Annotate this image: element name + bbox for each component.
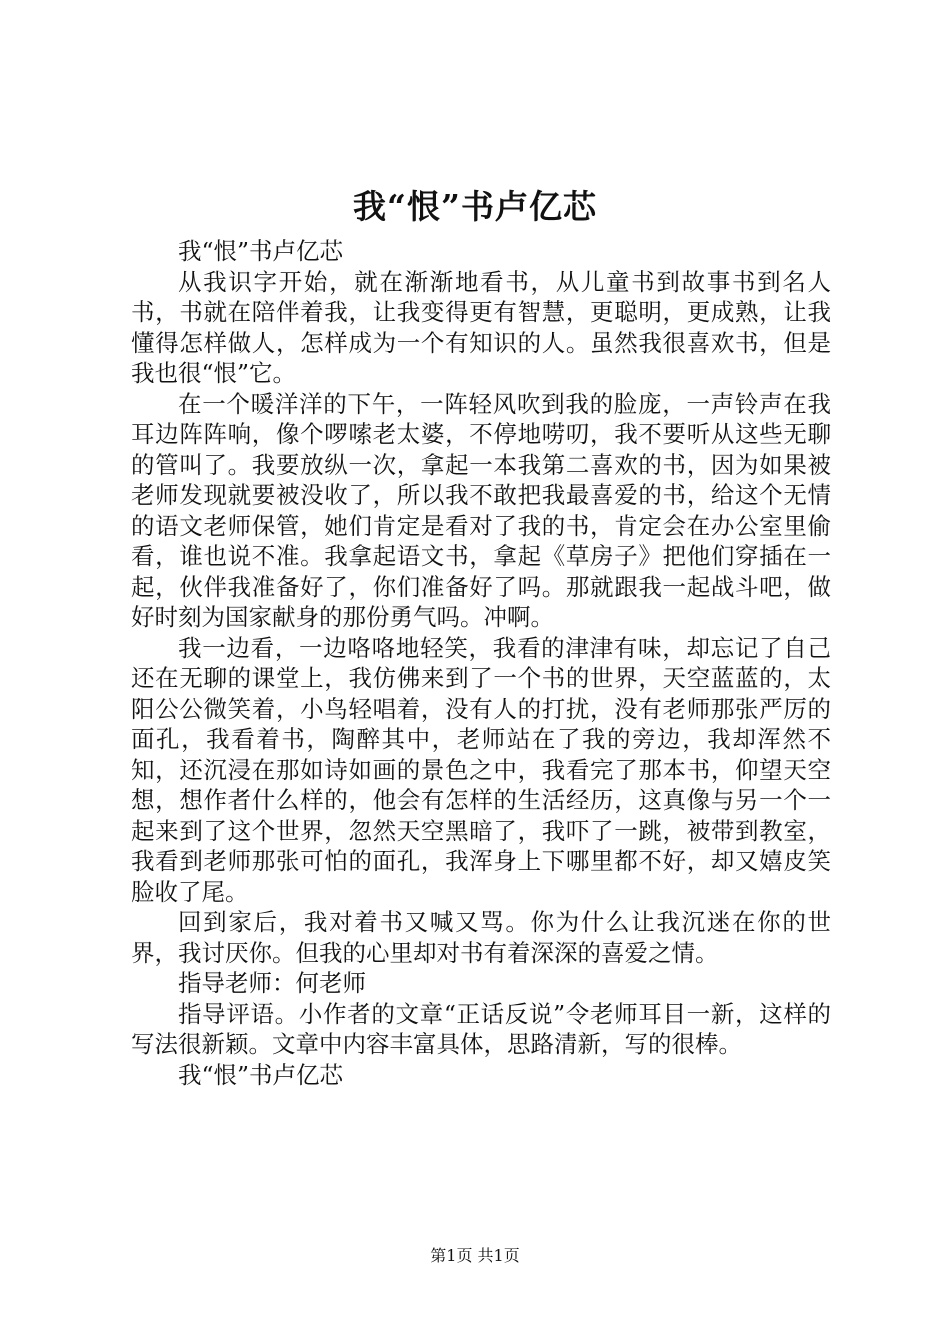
page-footer: 第1页 共1页 [430, 1246, 520, 1265]
paragraph-subtitle: 我“恨”书卢亿芯 [178, 237, 344, 265]
paragraph-closing: 我“恨”书卢亿芯 [178, 1060, 344, 1089]
document-body [131, 236, 831, 1090]
paragraph-comment: 指导评语。小作者的文章“正话反说”令老师耳目一新，这样的写法很新颖。文章中内容丰富具体，思路清新，写的很棒。 [131, 999, 831, 1058]
paragraph-afternoon: 在一个暖洋洋的下午，一阵轻风吹到我的脸庞，一声铃声在我耳边阵阵响，像个啰嗦老太婆，不停地唠叨，我不要听从这些无聊的管叫了。我要放纵一次，拿起一本我第二喜欢的书，因为如果被老师发现就要被没收了，所以我不敢把我最喜爱的书，给这个无情的语文老师保管，她们肯定是看对了我的书，肯定会在办公室里偷看，谁也说不准。我拿起语文书，拿起《草房子》把他们穿插在一起，伙伴我准备好了，你们准备好了吗。那就跟我一起战斗吧，做好时刻为国家献身的那份勇气吗。冲啊。 [131, 389, 831, 631]
paragraph-intro: 从我识字开始，就在渐渐地看书，从儿童书到故事书到名人书，书就在陪伴着我，让我变得更有智慧，更聪明，更成熟，让我懂得怎样做人，怎样成为一个有知识的人。虽然我很喜欢书，但是我也很“恨”它。 [131, 267, 831, 387]
paragraph-teacher: 指导老师：何老师 [178, 969, 366, 997]
paragraph-home: 回到家后，我对着书又喊又骂。你为什么让我沉迷在你的世界，我讨厌你。但我的心里却对书有着深深的喜爱之情。 [131, 908, 831, 967]
document-title: 我“恨”书卢亿芯 [353, 187, 597, 226]
paragraph-reading: 我一边看，一边咯咯地轻笑，我看的津津有味，却忘记了自己还在无聊的课堂上，我仿佛来到了一个书的世界，天空蓝蓝的，太阳公公微笑着，小鸟轻唱着，没有人的打扰，没有老师那张严厉的面孔，我看着书，陶醉其中，老师站在了我的旁边，我却浑然不知，还沉浸在那如诗如画的景色之中，我看完了那本书，仰望天空想，想作者什么样的，他会有怎样的生活经历，这真像与另一个一起来到了这个世界，忽然天空黑暗了，我吓了一跳，被带到教室，我看到老师那张可怕的面孔，我浑身上下哪里都不好，却又嬉皮笑脸收了尾。 [131, 633, 831, 906]
